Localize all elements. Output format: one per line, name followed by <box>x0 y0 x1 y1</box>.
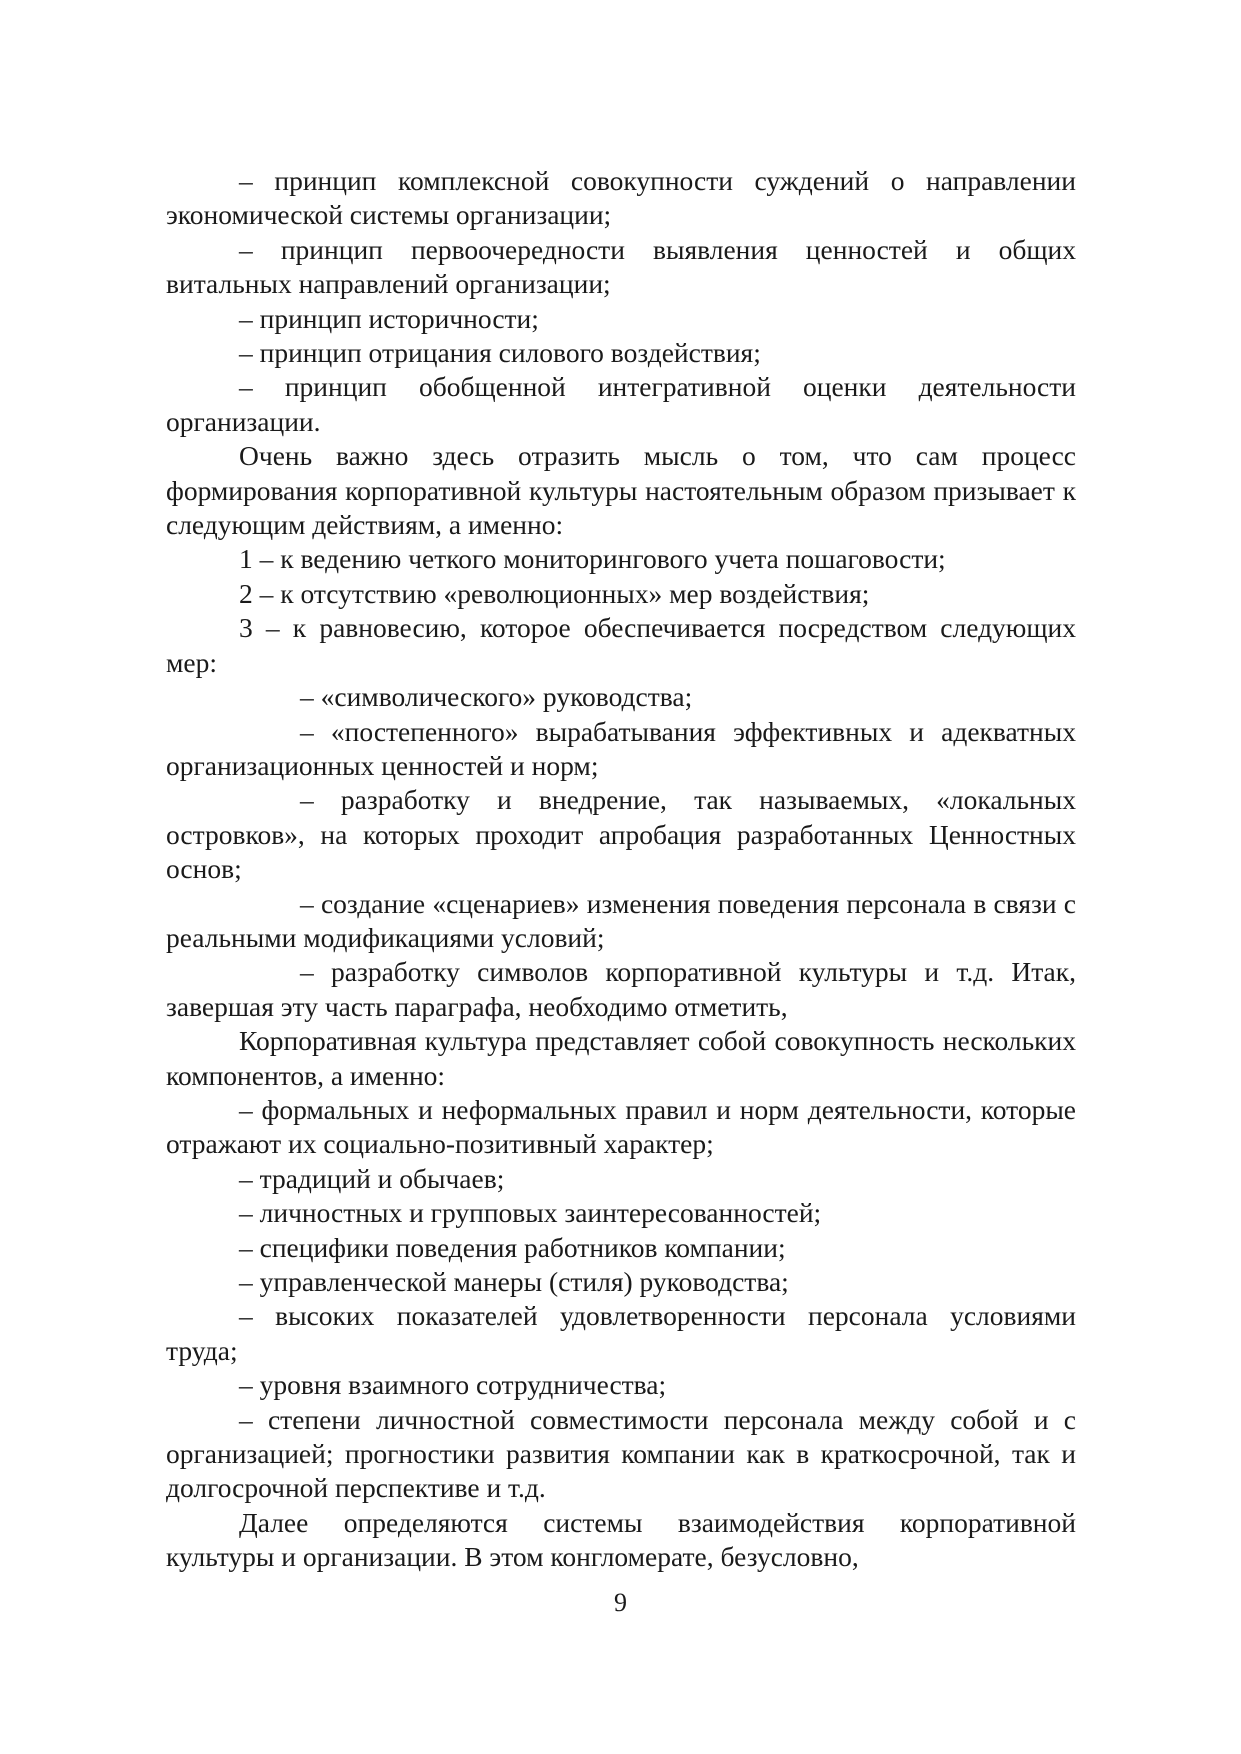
paragraph: 2 – к отсутствию «революционных» мер воздействия; <box>239 577 870 609</box>
paragraph: – принцип обобщенной интегративной оценки деятельности организации. <box>166 371 1076 437</box>
page-body <box>166 164 1076 1575</box>
paragraph: Очень важно здесь отразить мысль о том, что сам процесс формирования корпоративной культуры настоятельным образом призывает к следующим действиям, а именно: <box>166 440 1076 541</box>
paragraph: 1 – к ведению четкого мониторингового учета пошаговости; <box>239 543 946 575</box>
paragraph: – формальных и неформальных правил и норм деятельности, которые отражают их социально-позитивный характер; <box>166 1093 1076 1160</box>
paragraph: – принцип историчности; <box>239 302 539 334</box>
paragraph: – высоких показателей удовлетворенности персонала условиями труда; <box>166 1300 1076 1366</box>
paragraph: 3 – к равновесию, которое обеспечивается посредством следующих мер: <box>166 612 1076 678</box>
paragraph: – «постепенного» вырабатывания эффективных и адекватных организационных ценностей и норм; <box>166 715 1076 781</box>
paragraph: – создание «сценариев» изменения поведения персонала в связи с реальными модификациями условий; <box>166 887 1076 953</box>
paragraph: – степени личностной совместимости персонала между собой и с организацией; прогностики развития компании как в краткосрочной, так и долгосрочной перспективе и т.д. <box>166 1403 1076 1504</box>
paragraph: – «символического» руководства; <box>300 681 693 713</box>
paragraph: – разработку символов корпоративной культуры и т.д. Итак, завершая эту часть параграфа, необходимо отметить, <box>166 956 1076 1022</box>
paragraph: – принцип первоочередности выявления ценностей и общих витальных направлений организации; <box>166 233 1076 300</box>
paragraph: – личностных и групповых заинтересованностей; <box>239 1197 822 1229</box>
paragraph: Корпоративная культура представляет собой совокупность нескольких компонентов, а именно: <box>166 1025 1076 1091</box>
paragraph: – специфики поведения работников компании; <box>239 1231 786 1263</box>
paragraph: – управленческой манеры (стиля) руководства; <box>239 1266 789 1297</box>
paragraph: – уровня взаимного сотрудничества; <box>239 1369 667 1401</box>
paragraph: – традиций и обычаев; <box>239 1162 505 1194</box>
paragraph: – принцип отрицания силового воздействия; <box>239 337 761 369</box>
paragraph: Далее определяются системы взаимодействия корпоративной культуры и организации. В этом конгломерате, безусловно, <box>166 1506 1076 1573</box>
page-number: 9 <box>614 1588 627 1617</box>
paragraph: – принцип комплексной совокупности суждений о направлении экономической системы организации; <box>166 165 1076 231</box>
paragraph: – разработку и внедрение, так называемых, «локальных островков», на которых проходит апробация разработанных Ценностных основ; <box>166 784 1076 885</box>
